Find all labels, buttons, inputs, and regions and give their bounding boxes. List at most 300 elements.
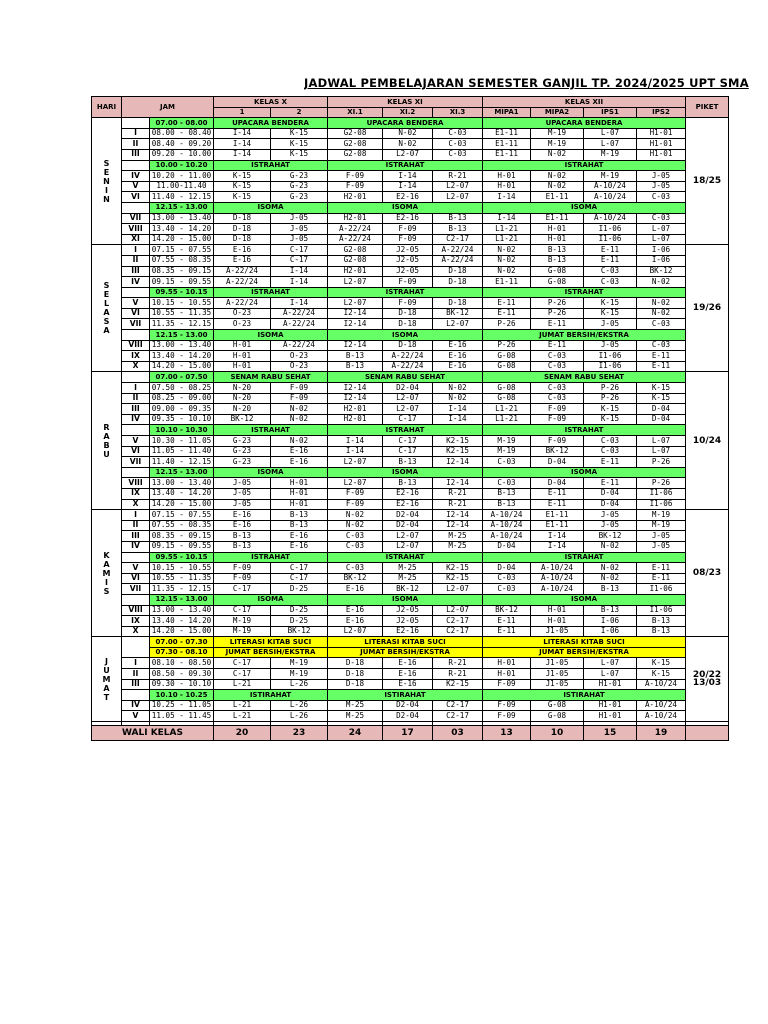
- class-cell: B-13: [433, 224, 483, 235]
- class-cell: H2-01: [328, 266, 383, 277]
- period-time: 10.15 - 10.55: [150, 298, 214, 309]
- lesson-row: [92, 351, 729, 362]
- piket-value: 20/22: [692, 669, 722, 680]
- class-cell: G-08: [531, 277, 584, 288]
- class-cell: D-04: [531, 478, 584, 489]
- lesson-row: [92, 584, 729, 595]
- class-cell: E-16: [383, 658, 433, 669]
- wali-kelas-value: 03: [433, 726, 483, 741]
- class-cell: C-03: [637, 340, 686, 351]
- wali-kelas-value: 15: [584, 726, 637, 741]
- period-number: I: [122, 245, 150, 256]
- period-time: 07.15 - 07.55: [150, 510, 214, 521]
- class-cell: K-15: [214, 171, 271, 182]
- class-cell: M-19: [483, 446, 531, 457]
- class-cell: A-22/24: [214, 277, 271, 288]
- class-cell: N-02: [433, 393, 483, 404]
- class-cell: A-10/24: [531, 563, 584, 574]
- class-cell: B-13: [483, 488, 531, 499]
- break-label: UPACARA BENDERA: [214, 118, 328, 129]
- piket-cell: [686, 245, 729, 372]
- class-cell: D-04: [584, 499, 637, 510]
- class-cell: N-02: [328, 510, 383, 521]
- lesson-row: [92, 711, 729, 722]
- class-cell: H-01: [214, 351, 271, 362]
- period-number: V: [122, 711, 150, 722]
- lesson-row: [92, 414, 729, 425]
- class-cell: C-03: [433, 149, 483, 160]
- class-cell: N-02: [531, 171, 584, 182]
- class-cell: L2-07: [383, 541, 433, 552]
- lesson-row: [92, 393, 729, 404]
- period-number: I: [122, 658, 150, 669]
- lesson-row: [92, 340, 729, 351]
- class-cell: G-23: [214, 446, 271, 457]
- class-cell: L2-07: [383, 404, 433, 415]
- break-row: [92, 118, 729, 129]
- period-number: V: [122, 298, 150, 309]
- class-cell: F-09: [328, 488, 383, 499]
- lesson-row: [92, 700, 729, 711]
- period-time: 08.00 - 08.40: [150, 128, 214, 139]
- period-time: 09.00 - 09.35: [150, 404, 214, 415]
- class-cell: I1-06: [584, 361, 637, 372]
- class-cell: F-09: [383, 224, 433, 235]
- lesson-row: [92, 361, 729, 372]
- class-cell: G-08: [531, 700, 584, 711]
- class-cell: C-03: [531, 383, 584, 394]
- class-cell: I-06: [637, 245, 686, 256]
- period-number: IV: [122, 541, 150, 552]
- header-class: 1: [214, 107, 271, 118]
- wali-kelas-value: 19: [637, 726, 686, 741]
- class-cell: E1-11: [483, 139, 531, 150]
- class-cell: BK-12: [433, 308, 483, 319]
- class-cell: B-13: [383, 457, 433, 468]
- class-cell: F-09: [531, 404, 584, 415]
- class-cell: C-17: [214, 584, 271, 595]
- break-label: ISTRAHAT: [328, 425, 483, 436]
- class-cell: N-02: [584, 563, 637, 574]
- class-cell: A-10/24: [531, 573, 584, 584]
- lesson-row: [92, 669, 729, 680]
- class-cell: B-13: [328, 351, 383, 362]
- class-cell: A-22/24: [383, 361, 433, 372]
- class-cell: A-22/24: [328, 224, 383, 235]
- period-number: [122, 425, 150, 436]
- break-label: ISOMA: [328, 467, 483, 478]
- break-label: ISOMA: [328, 330, 483, 341]
- class-cell: E-11: [483, 298, 531, 309]
- class-cell: H-01: [271, 499, 328, 510]
- class-cell: J-05: [637, 531, 686, 542]
- header-hari: HARI: [92, 97, 122, 118]
- class-cell: BK-12: [383, 584, 433, 595]
- period-time: 14.20 - 15.00: [150, 361, 214, 372]
- class-cell: A-10/24: [531, 584, 584, 595]
- class-cell: E-11: [531, 499, 584, 510]
- class-cell: D2-04: [383, 520, 433, 531]
- lesson-row: [92, 541, 729, 552]
- period-time: 10.55 - 11.35: [150, 308, 214, 319]
- class-cell: N-02: [271, 414, 328, 425]
- break-label: ISOMA: [214, 202, 328, 213]
- day-letter: N: [103, 176, 110, 186]
- class-cell: H-01: [483, 181, 531, 192]
- lesson-row: [92, 616, 729, 627]
- piket-cell: [686, 510, 729, 637]
- class-cell: B-13: [531, 255, 584, 266]
- break-row: [92, 330, 729, 341]
- class-cell: A-10/24: [483, 510, 531, 521]
- period-time: 07.00 - 08.00: [150, 118, 214, 129]
- class-cell: E-16: [271, 531, 328, 542]
- day-letter: E: [103, 167, 110, 177]
- class-cell: M-19: [584, 171, 637, 182]
- break-label: ISTRAHAT: [214, 160, 328, 171]
- class-cell: E-16: [271, 446, 328, 457]
- day-letter: U: [103, 449, 110, 459]
- class-cell: N-02: [328, 520, 383, 531]
- wali-kelas-value: 10: [531, 726, 584, 741]
- class-cell: J-05: [637, 171, 686, 182]
- class-cell: H-01: [483, 669, 531, 680]
- class-cell: I1-06: [637, 488, 686, 499]
- period-time: 08.10 - 08.50: [150, 658, 214, 669]
- class-cell: I2-14: [328, 319, 383, 330]
- class-cell: F-09: [483, 700, 531, 711]
- class-cell: E-11: [637, 351, 686, 362]
- period-number: [122, 637, 150, 648]
- day-letter: T: [103, 692, 110, 702]
- class-cell: I-14: [271, 266, 328, 277]
- break-label: LITERASI KITAB SUCI: [214, 637, 328, 648]
- class-cell: L1-21: [483, 414, 531, 425]
- period-number: VIII: [122, 340, 150, 351]
- class-cell: K-15: [584, 308, 637, 319]
- class-cell: I2-14: [328, 340, 383, 351]
- lesson-row: [92, 181, 729, 192]
- class-cell: D-04: [483, 563, 531, 574]
- lesson-row: [92, 149, 729, 160]
- class-cell: I-14: [214, 128, 271, 139]
- class-cell: P-26: [531, 298, 584, 309]
- class-cell: J-05: [584, 340, 637, 351]
- break-label: ISOMA: [214, 594, 328, 605]
- class-cell: I-14: [433, 404, 483, 415]
- class-cell: C-17: [383, 446, 433, 457]
- class-cell: N-20: [214, 404, 271, 415]
- class-cell: G-08: [531, 711, 584, 722]
- class-cell: M-25: [383, 563, 433, 574]
- class-cell: J2-05: [383, 605, 433, 616]
- class-cell: C-17: [214, 669, 271, 680]
- class-cell: L-21: [214, 679, 271, 690]
- period-number: I: [122, 383, 150, 394]
- class-cell: K-15: [584, 414, 637, 425]
- period-number: VI: [122, 192, 150, 203]
- period-time: 10.10 - 10.25: [150, 690, 214, 701]
- break-row: [92, 425, 729, 436]
- lesson-row: [92, 457, 729, 468]
- class-cell: E-11: [637, 361, 686, 372]
- class-cell: A-10/24: [637, 700, 686, 711]
- class-cell: H1-01: [637, 139, 686, 150]
- class-cell: J-05: [271, 224, 328, 235]
- class-cell: A-22/24: [383, 351, 433, 362]
- class-cell: I-14: [271, 277, 328, 288]
- class-cell: M-19: [637, 510, 686, 521]
- lesson-row: [92, 679, 729, 690]
- break-label: ISTRAHAT: [328, 160, 483, 171]
- class-cell: B-13: [584, 584, 637, 595]
- class-cell: F-09: [214, 563, 271, 574]
- class-cell: I1-06: [637, 605, 686, 616]
- period-number: IV: [122, 414, 150, 425]
- class-cell: E2-16: [383, 626, 433, 637]
- break-label: ISOMA: [214, 330, 328, 341]
- class-cell: R-21: [433, 658, 483, 669]
- day-letter: N: [103, 194, 110, 204]
- period-time: 12.15 - 13.00: [150, 594, 214, 605]
- class-cell: A-10/24: [637, 679, 686, 690]
- class-cell: N-02: [271, 404, 328, 415]
- lesson-row: [92, 531, 729, 542]
- class-cell: L2-07: [328, 457, 383, 468]
- period-number: II: [122, 255, 150, 266]
- class-cell: J-05: [584, 319, 637, 330]
- class-cell: N-02: [637, 308, 686, 319]
- class-cell: D-04: [531, 457, 584, 468]
- break-label: ISTIRAHAT: [328, 690, 483, 701]
- class-cell: D-25: [271, 605, 328, 616]
- class-cell: L1-21: [483, 404, 531, 415]
- wali-kelas-value: 20: [214, 726, 271, 741]
- class-cell: E1-11: [531, 510, 584, 521]
- class-cell: M-19: [637, 520, 686, 531]
- period-time: 13.00 - 13.40: [150, 340, 214, 351]
- class-cell: L2-07: [433, 181, 483, 192]
- class-cell: E-16: [271, 541, 328, 552]
- break-label: ISOMA: [483, 467, 686, 478]
- class-cell: E-16: [433, 361, 483, 372]
- class-cell: P-26: [637, 478, 686, 489]
- class-cell: C-03: [433, 139, 483, 150]
- class-cell: M-25: [328, 700, 383, 711]
- class-cell: H-01: [531, 605, 584, 616]
- lesson-row: [92, 128, 729, 139]
- class-cell: J1-05: [531, 669, 584, 680]
- class-cell: M-25: [433, 531, 483, 542]
- class-cell: E-16: [433, 351, 483, 362]
- class-cell: H-01: [531, 616, 584, 627]
- class-cell: O-23: [271, 351, 328, 362]
- class-cell: E-11: [584, 457, 637, 468]
- class-cell: J-05: [214, 488, 271, 499]
- class-cell: D-18: [383, 308, 433, 319]
- break-label: JUMAT BERSIH/EKSTRA: [328, 647, 483, 658]
- class-cell: I-14: [531, 531, 584, 542]
- break-label: SENAM RABU SEHAT: [483, 372, 686, 383]
- lesson-row: [92, 192, 729, 203]
- class-cell: G-23: [271, 171, 328, 182]
- class-cell: C-17: [214, 658, 271, 669]
- class-cell: R-21: [433, 499, 483, 510]
- class-cell: H2-01: [328, 404, 383, 415]
- break-label: ISOMA: [483, 202, 686, 213]
- class-cell: C-17: [271, 255, 328, 266]
- class-cell: I-06: [584, 616, 637, 627]
- class-cell: BK-12: [483, 605, 531, 616]
- class-cell: B-13: [483, 499, 531, 510]
- class-cell: BK-12: [531, 446, 584, 457]
- break-row: [92, 160, 729, 171]
- wali-kelas-value: 23: [271, 726, 328, 741]
- day-letter: S: [103, 586, 110, 596]
- break-row: [92, 467, 729, 478]
- class-cell: M-19: [271, 669, 328, 680]
- class-cell: E1-11: [531, 520, 584, 531]
- class-cell: A-22/24: [433, 255, 483, 266]
- day-label-rabu: [92, 372, 122, 510]
- day-label-selasa: [92, 245, 122, 372]
- class-cell: K2-15: [433, 563, 483, 574]
- class-cell: E-16: [433, 340, 483, 351]
- period-time: 13.40 - 14.20: [150, 488, 214, 499]
- class-cell: D-18: [433, 277, 483, 288]
- class-cell: I-14: [328, 436, 383, 447]
- lesson-row: [92, 308, 729, 319]
- class-cell: K2-15: [433, 573, 483, 584]
- day-letter: I: [105, 577, 108, 587]
- period-number: VI: [122, 573, 150, 584]
- period-number: [122, 118, 150, 129]
- class-cell: I1-06: [584, 351, 637, 362]
- day-letter: S: [103, 317, 110, 327]
- class-cell: I-14: [531, 541, 584, 552]
- period-time: 09.15 - 09.55: [150, 541, 214, 552]
- class-cell: L-07: [584, 658, 637, 669]
- class-cell: L-21: [214, 700, 271, 711]
- lesson-row: [92, 658, 729, 669]
- class-cell: A-22/24: [271, 308, 328, 319]
- lesson-row: [92, 213, 729, 224]
- class-cell: D-18: [328, 669, 383, 680]
- class-cell: BK-12: [584, 531, 637, 542]
- class-cell: F-09: [383, 234, 433, 245]
- class-cell: H1-01: [584, 679, 637, 690]
- class-cell: G2-08: [328, 245, 383, 256]
- period-number: V: [122, 181, 150, 192]
- class-cell: H-01: [271, 478, 328, 489]
- class-cell: D-25: [271, 616, 328, 627]
- class-cell: P-26: [531, 308, 584, 319]
- period-time: 13.00 - 13.40: [150, 478, 214, 489]
- lesson-row: [92, 605, 729, 616]
- class-cell: L-07: [637, 234, 686, 245]
- class-cell: D-18: [214, 234, 271, 245]
- class-cell: J-05: [637, 541, 686, 552]
- day-letter: M: [102, 674, 111, 684]
- period-time: 14.20 - 15.00: [150, 234, 214, 245]
- class-cell: C-03: [531, 361, 584, 372]
- day-letter: B: [103, 440, 110, 450]
- class-cell: G-23: [271, 192, 328, 203]
- class-cell: R-21: [433, 171, 483, 182]
- class-cell: D-18: [383, 340, 433, 351]
- break-label: ISTRAHAT: [214, 552, 328, 563]
- period-time: 11.35 - 12.15: [150, 319, 214, 330]
- class-cell: A-10/24: [584, 213, 637, 224]
- period-number: V: [122, 563, 150, 574]
- period-number: VII: [122, 457, 150, 468]
- class-cell: L-07: [637, 436, 686, 447]
- class-cell: J1-05: [531, 679, 584, 690]
- class-cell: I-14: [214, 149, 271, 160]
- class-cell: G-23: [271, 181, 328, 192]
- class-cell: L2-07: [383, 149, 433, 160]
- class-cell: D-18: [433, 298, 483, 309]
- lesson-row: [92, 171, 729, 182]
- class-cell: N-02: [584, 541, 637, 552]
- period-number: VIII: [122, 478, 150, 489]
- class-cell: E-16: [214, 520, 271, 531]
- period-number: I: [122, 128, 150, 139]
- class-cell: H2-01: [328, 414, 383, 425]
- period-time: 09.20 - 10.00: [150, 149, 214, 160]
- break-row: [92, 594, 729, 605]
- class-cell: B-13: [637, 616, 686, 627]
- class-cell: B-13: [433, 213, 483, 224]
- break-label: ISTIRAHAT: [214, 690, 328, 701]
- class-cell: F-09: [383, 277, 433, 288]
- class-cell: M-19: [584, 149, 637, 160]
- lesson-row: [92, 520, 729, 531]
- day-letter: A: [103, 683, 110, 693]
- page-title: JADWAL PEMBELAJARAN SEMESTER GANJIL TP. 2024/2025 UPT SMA: [304, 76, 749, 90]
- class-cell: L2-07: [383, 393, 433, 404]
- class-cell: M-19: [531, 139, 584, 150]
- class-cell: M-19: [214, 616, 271, 627]
- class-cell: C-17: [383, 414, 433, 425]
- class-cell: A-22/24: [433, 245, 483, 256]
- class-cell: K-15: [271, 128, 328, 139]
- class-cell: A-22/24: [214, 266, 271, 277]
- period-time: 09.30 - 10.10: [150, 679, 214, 690]
- day-letter: A: [103, 308, 110, 318]
- lesson-row: [92, 139, 729, 150]
- lesson-row: [92, 224, 729, 235]
- class-cell: B-13: [531, 245, 584, 256]
- lesson-row: [92, 255, 729, 266]
- break-row: [92, 637, 729, 648]
- class-cell: J-05: [271, 213, 328, 224]
- class-cell: D-04: [637, 414, 686, 425]
- class-cell: E-16: [214, 245, 271, 256]
- class-cell: E-16: [271, 457, 328, 468]
- class-cell: J2-05: [383, 255, 433, 266]
- class-cell: H-01: [214, 340, 271, 351]
- day-letter: E: [103, 290, 110, 300]
- class-cell: C-17: [271, 573, 328, 584]
- class-cell: L2-07: [433, 319, 483, 330]
- period-number: VIII: [122, 224, 150, 235]
- period-number: IX: [122, 488, 150, 499]
- header-kelas-x: KELAS X: [214, 97, 328, 108]
- class-cell: L2-07: [433, 584, 483, 595]
- period-number: [122, 594, 150, 605]
- class-cell: K2-15: [433, 679, 483, 690]
